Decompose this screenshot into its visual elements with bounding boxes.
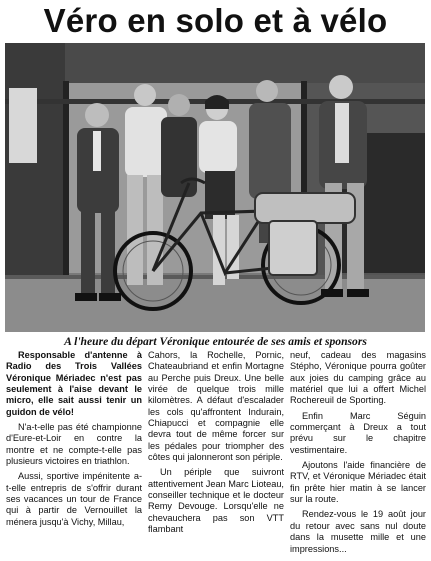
paragraph: Ajoutons l'aide financière de RTV, et Véronique Mériadec était fin prête hier matin à se lancer sur la route.: [290, 460, 426, 505]
paragraph: Cahors, la Rochelle, Pornic, Chateaubriand et enfin Mortagne au Perche puis Dreux. Une belle virée de quelque trois mille kilomètres. A défaut d'escalader les cols qu'affrontent Indurain, Chiapucci et compagnie elle devra tout de même forcer sur les pédales pour triompher des côtes qui jalonneront son périple.: [148, 350, 284, 463]
paragraph: neuf, cadeau des magasins Stépho, Véronique pourra goûter aux joies du camping grâce au matériel que lui a offert Michel Rochereuil de Sporting.: [290, 350, 426, 406]
column-1: [6, 350, 142, 558]
paragraph: Aussi, sportive impénitente a-t-elle entrepris de s'offrir durant ses vacances un tour de France qui à partir de Vernouillet la ménera jusqu'à Vichy, Millau,: [6, 471, 142, 527]
photo-caption: A l'heure du départ Véronique entourée de ses amis et sponsors: [64, 335, 367, 348]
paragraph: Rendez-vous le 19 août jour du retour avec sans nul doute dans la musette mille et une impressions...: [290, 509, 426, 554]
headline: Véro en solo et à vélo: [43, 2, 388, 39]
column-3: [290, 350, 426, 558]
paragraph: N'a-t-elle pas été championne d'Eure-et-Loir en contre la montre et ne compte-t-elle pas plusieurs victoires en triathlon.: [6, 422, 142, 467]
lead-paragraph: Responsable d'antenne à Radio des Trois Vallées Véronique Mériadec n'est pas seulement à l'aise devant le micro, elle sait aussi tenir un guidon de vélo!: [6, 350, 142, 417]
group-photo: [5, 43, 425, 332]
article-body: [6, 350, 426, 558]
paragraph: Enfin Marc Séguin commerçant à Dreux a tout prévu sur le chapitre vestimentaire.: [290, 410, 426, 455]
group-photo-illustration: [5, 43, 425, 332]
column-2: [148, 350, 284, 558]
paragraph: Un périple que suivront attentivement Jean Marc Lioteau, conseiller technique et le docteur Remy Devouge. Lorsqu'elle ne chevauchera pas son VTT flambant: [148, 467, 284, 535]
